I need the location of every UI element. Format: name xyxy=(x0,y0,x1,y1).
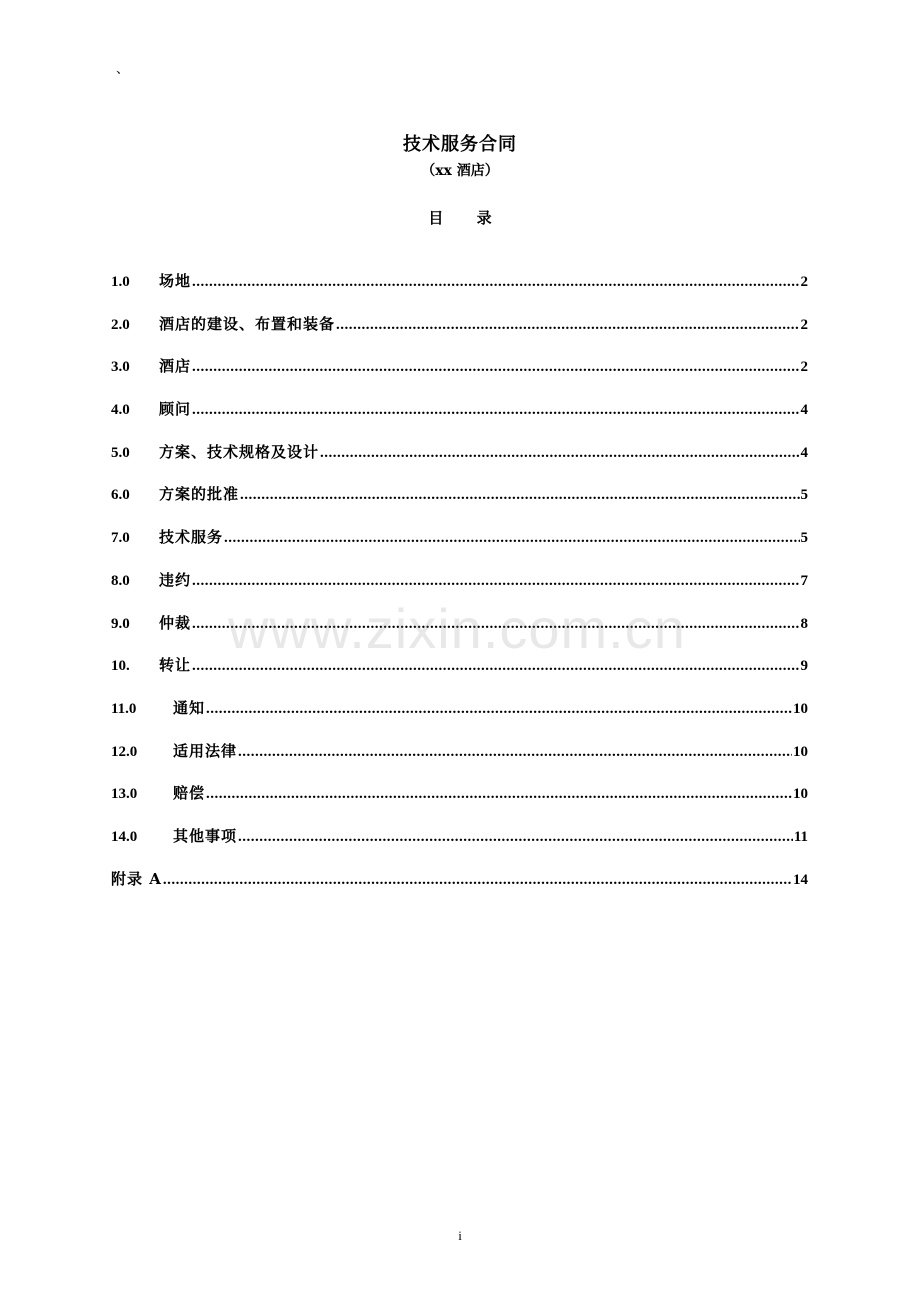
toc-entry-page: 10 xyxy=(793,786,808,803)
toc-entry-page: 8 xyxy=(800,615,808,632)
toc-entry-number: 13.0 xyxy=(111,786,138,803)
toc-dot-leader xyxy=(224,530,799,547)
toc-dot-leader xyxy=(240,487,799,504)
toc-dot-leader xyxy=(206,701,792,718)
toc-heading: 目 录 xyxy=(428,209,506,227)
toc-entry-12[interactable] xyxy=(111,740,808,783)
toc-dot-leader xyxy=(192,573,799,590)
toc-entry-page: 5 xyxy=(800,530,808,547)
document-subtitle: （xx 酒店） xyxy=(421,163,499,179)
toc-entry-label: 技术服务 xyxy=(159,528,224,547)
toc-entry-page: 10 xyxy=(793,743,808,760)
toc-entry-page: 4 xyxy=(800,444,808,461)
toc-entry-label: 适用法律 xyxy=(173,741,238,760)
toc-entry-page: 14 xyxy=(793,871,808,888)
toc-dot-leader xyxy=(192,616,799,633)
toc-dot-leader xyxy=(192,402,799,419)
toc-dot-leader xyxy=(192,359,799,376)
toc-entry-label: 仲裁 xyxy=(159,613,192,632)
toc-entry-page: 9 xyxy=(800,658,808,675)
toc-entry-3[interactable] xyxy=(111,355,808,398)
toc-entry-label: 酒店的建设、布置和装备 xyxy=(159,314,336,333)
page-number: i xyxy=(458,1228,462,1243)
toc-entry-5[interactable] xyxy=(111,441,808,484)
toc-dot-leader xyxy=(320,445,799,462)
toc-entry-label: 其他事项 xyxy=(173,826,238,845)
toc-entry-11[interactable] xyxy=(111,697,808,740)
toc-entry-number: 1.0 xyxy=(111,274,130,290)
toc-entry-1[interactable] xyxy=(111,270,808,313)
toc-entry-page: 10 xyxy=(793,700,808,717)
toc-entry-label: 酒店 xyxy=(159,357,192,376)
toc-entry-14[interactable] xyxy=(111,825,808,868)
toc-entry-label: 方案的批准 xyxy=(159,485,240,504)
toc-entry-number: 5.0 xyxy=(111,444,130,461)
watermark-text: www.zixin.com.cn xyxy=(228,597,686,660)
toc-entry-number: 10. xyxy=(111,658,130,675)
toc-dot-leader xyxy=(238,829,793,846)
toc-entry-page: 2 xyxy=(800,359,808,376)
toc-entry-10[interactable] xyxy=(111,654,808,697)
toc-dot-leader xyxy=(192,658,799,675)
toc-dot-leader xyxy=(206,786,792,803)
toc-entry-page: 4 xyxy=(800,402,808,419)
toc-entry-8[interactable] xyxy=(111,569,808,612)
toc-entry-9[interactable] xyxy=(111,612,808,655)
toc-dot-leader xyxy=(336,317,799,334)
toc-entry-number: 4.0 xyxy=(111,402,130,419)
toc-dot-leader xyxy=(238,744,792,761)
toc-entry-number: 3.0 xyxy=(111,359,130,376)
toc-entry-label: 顾问 xyxy=(159,400,192,419)
toc-entry-4[interactable] xyxy=(111,398,808,441)
toc-entry-label: 场地 xyxy=(159,272,192,290)
toc-entry-2[interactable] xyxy=(111,313,808,356)
toc-entry-page: 5 xyxy=(800,487,808,504)
toc-entry-label: 附录 A xyxy=(111,869,162,888)
toc-entry-number: 8.0 xyxy=(111,572,130,589)
toc-entry-13[interactable] xyxy=(111,782,808,825)
toc-entry-number: 2.0 xyxy=(111,316,130,333)
toc-entry-number: 12.0 xyxy=(111,743,138,760)
toc-entry-label: 转让 xyxy=(159,656,192,675)
toc-entry-label: 方案、技术规格及设计 xyxy=(159,442,320,461)
toc-entry-number: 7.0 xyxy=(111,530,130,547)
toc-entry-number: 14.0 xyxy=(111,828,138,845)
toc-dot-leader xyxy=(192,274,799,291)
toc-entry-number: 6.0 xyxy=(111,487,130,504)
toc-entry-page: 2 xyxy=(800,274,808,290)
toc-entry-label: 通知 xyxy=(173,698,206,717)
toc-entry-page: 7 xyxy=(800,572,808,589)
toc-entry-7[interactable] xyxy=(111,526,808,569)
table-of-contents xyxy=(111,270,808,910)
toc-entry-number: 11.0 xyxy=(111,700,137,717)
document-title: 技术服务合同 xyxy=(403,134,517,155)
toc-entry-6[interactable] xyxy=(111,483,808,526)
toc-entry-page: 2 xyxy=(800,316,808,333)
toc-entry-number: 9.0 xyxy=(111,615,130,632)
toc-dot-leader xyxy=(163,872,792,889)
header-mark: 、 xyxy=(116,62,130,77)
toc-entry-page: 11 xyxy=(793,828,808,845)
toc-entry-label: 违约 xyxy=(159,570,192,589)
toc-entry-label: 赔偿 xyxy=(173,784,206,803)
toc-entry-appendix[interactable] xyxy=(111,868,808,911)
